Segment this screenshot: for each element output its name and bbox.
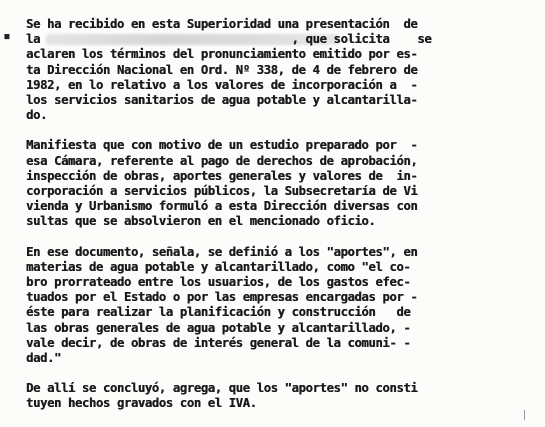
text-line: inspección de obras, aportes generales y valores de in- <box>26 168 418 183</box>
text-line: la , que solicita se <box>26 32 432 47</box>
text-line: ta Dirección Nacional en Ord. Nº 338, de 4 de febrero de <box>26 62 418 77</box>
text-line: bro prorrateado entre los usuarios, de los gastos efec- <box>26 275 411 290</box>
text-line: do. <box>26 108 47 123</box>
text-line: Se ha recibido en esta Superioridad una presentación de <box>26 17 418 31</box>
paragraph-4 <box>26 381 531 411</box>
text-line: corporación a servicios públicos, la Subsecretaría de Vi <box>26 184 418 199</box>
text-line: Manifiesta que con motivo de un estudio preparado por - <box>26 138 418 153</box>
page-edge-mark <box>524 410 525 420</box>
text-line: los servicios sanitarios de agua potable y alcantarilla- <box>26 93 418 108</box>
text-line: vale decir, de obras de interés general de la comuni- - <box>26 335 411 350</box>
text-line: dad." <box>26 351 61 366</box>
text-line: materias de agua potable y alcantarillado, como "el co- <box>26 259 411 274</box>
paragraph-2 <box>26 138 531 229</box>
text-line: 1982, en lo relativo a los valores de incorporación a - <box>26 77 418 92</box>
text-line: aclaren los términos del pronunciamiento emitido por es- <box>26 47 418 62</box>
paragraph-3 <box>26 245 531 367</box>
text-line: En ese documento, señala, se definió a los "aportes", en <box>26 244 418 259</box>
text-line: vienda y Urbanismo formuló a esta Dirección diversas con <box>26 199 418 214</box>
text-line: esa Cámara, referente al pago de derechos de aprobación, <box>26 153 418 168</box>
paragraph-1 <box>26 17 531 123</box>
text-line: sultas que se absolvieron en el mencionado oficio. <box>26 214 376 229</box>
text-line: éste para realizar la planificación y construcción de <box>26 305 411 320</box>
text-line: tuyen hechos gravados con el IVA. <box>26 396 257 411</box>
document-body <box>26 17 531 427</box>
text-line: tuados por el Estado o por las empresas encargadas por - <box>26 290 418 305</box>
text-line: las obras generales de agua potable y alcantarillado, - <box>26 320 411 335</box>
margin-mark: ▪ <box>3 29 11 44</box>
text-line: De allí se concluyó, agrega, que los "aportes" no consti <box>26 381 418 396</box>
